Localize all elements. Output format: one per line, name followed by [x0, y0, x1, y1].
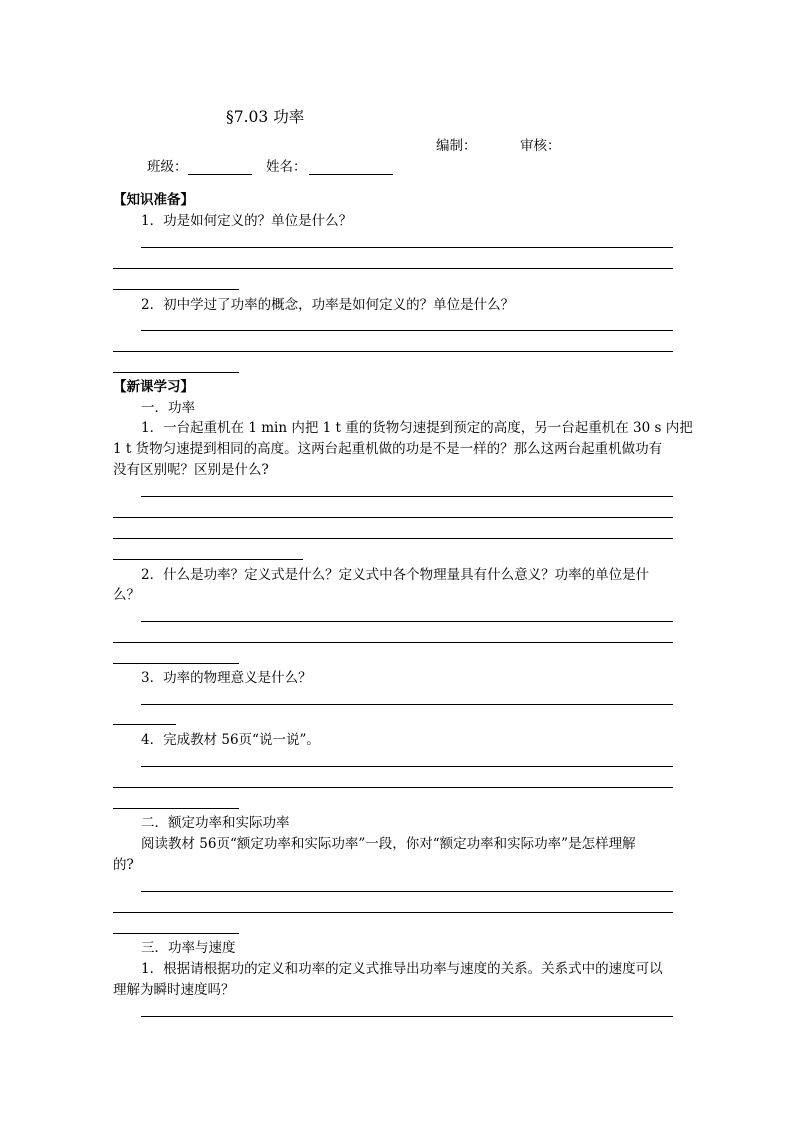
part1-title: 一．功率: [141, 400, 195, 416]
part1-question-1-line2: 1 t 货物匀速提到相同的高度。这两台起重机做的功是不是一样的？那么这两台起重机做功有: [113, 441, 663, 457]
answer-line[interactable]: [113, 912, 673, 913]
part2-question-line2: 的?: [113, 857, 134, 873]
part2-title: 二．额定功率和实际功率: [141, 815, 290, 831]
name-blank[interactable]: [309, 174, 393, 175]
answer-line[interactable]: [113, 372, 239, 373]
answer-line[interactable]: [141, 704, 673, 705]
part1-question-4: 4．完成教材 56页“说一说”。: [141, 732, 320, 748]
part1-question-2-line2: 么？: [113, 587, 140, 603]
answer-line[interactable]: [113, 724, 176, 725]
part3-title: 三．功率与速度: [141, 940, 236, 956]
class-blank[interactable]: [188, 174, 252, 175]
part1-question-3: 3．功率的物理意义是什么？: [141, 670, 312, 686]
answer-line[interactable]: [141, 891, 673, 892]
name-label: 姓名：: [266, 159, 307, 175]
section-heading-new: 【新课学习】: [113, 379, 194, 395]
answer-line[interactable]: [113, 538, 673, 539]
part1-question-2-line1: 2．什么是功率？定义式是什么？定义式中各个物理量具有什么意义？功率的单位是什: [141, 567, 650, 583]
answer-line[interactable]: [113, 933, 239, 934]
answer-line[interactable]: [113, 517, 673, 518]
part3-question-1-line1: 1．根据请根据功的定义和功率的定义式推导出功率与速度的关系。关系式中的速度可以: [141, 961, 663, 977]
section-heading-prep: 【知识准备】: [113, 192, 194, 208]
compiler-label: 编制：: [436, 138, 477, 154]
answer-line[interactable]: [113, 642, 673, 643]
answer-line[interactable]: [113, 787, 673, 788]
part1-question-1-line3: 没有区别呢？区别是什么?: [113, 462, 269, 478]
answer-line[interactable]: [141, 247, 673, 248]
answer-line[interactable]: [141, 1016, 673, 1017]
reviewer-label: 审核：: [520, 138, 561, 154]
prep-question-2: 2．初中学过了功率的概念，功率是如何定义的？单位是什么？: [141, 297, 515, 313]
part1-question-1-line1: 1．一台起重机在 1 min 内把 1 t 重的货物匀速提到预定的高度，另一台起重机在 30 s 内把: [141, 420, 693, 436]
part2-question-line1: 阅读教材 56页“额定功率和实际功率”一段，你对“额定功率和实际功率”是怎样理解: [141, 836, 636, 852]
answer-line[interactable]: [113, 268, 673, 269]
answer-line[interactable]: [113, 808, 239, 809]
answer-line[interactable]: [141, 496, 673, 497]
answer-line[interactable]: [113, 289, 239, 290]
answer-line[interactable]: [113, 559, 303, 560]
answer-line[interactable]: [141, 766, 673, 767]
answer-line[interactable]: [113, 351, 673, 352]
prep-question-1: 1．功是如何定义的？单位是什么？: [141, 213, 353, 229]
answer-line[interactable]: [141, 621, 673, 622]
answer-line[interactable]: [113, 663, 239, 664]
page-title: §7.03 功率: [226, 108, 305, 126]
part3-question-1-line2: 理解为瞬时速度吗？: [113, 982, 235, 998]
answer-line[interactable]: [141, 330, 673, 331]
class-label: 班级：: [147, 159, 188, 175]
